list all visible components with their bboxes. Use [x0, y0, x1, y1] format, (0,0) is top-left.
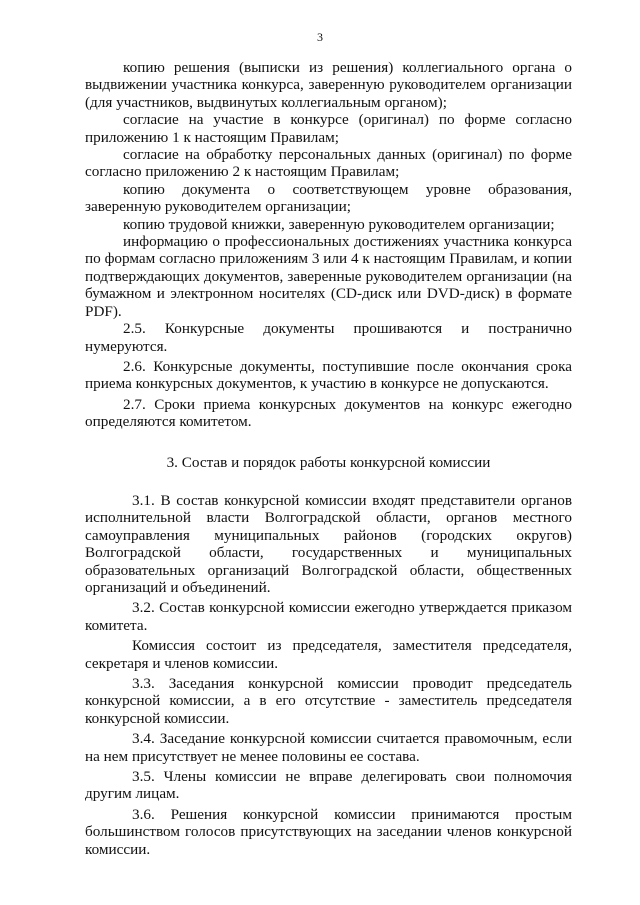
section-heading: 3. Состав и порядок работы конкурсной комиссии	[166, 453, 491, 471]
paragraph-commission-composition: Комиссия состоит из председателя, заместителя председателя, секретаря и членов комиссии.	[85, 637, 572, 672]
paragraph-consent-personal-data: согласие на обработку персональных данных (оригинал) по форме согласно приложению 2 к настоящим Правилам;	[85, 146, 572, 181]
paragraph-employment-record: копию трудовой книжки, заверенную руководителем организации;	[123, 215, 555, 233]
paragraph-collegial-decision: копию решения (выписки из решения) коллегиального органа о выдвижении участника конкурса, заверенную руководителем организации (для участников, выдвинутых коллегиальным органом);	[85, 59, 572, 111]
paragraph-professional-achievements: информацию о профессиональных достижениях участника конкурса по формам согласно приложениям 3 или 4 к настоящим Правилам, и копии подтверждающих документов, заверенные руководителем организации (на бумажном и электронном носителях (CD-диск или DVD-диск) в формате PDF).	[85, 233, 572, 320]
paragraph-3-5: 3.5. Члены комиссии не вправе делегировать свои полномочия другим лицам.	[85, 768, 572, 803]
paragraph-2-7: 2.7. Сроки приема конкурсных документов на конкурс ежегодно определяются комитетом.	[85, 395, 572, 431]
paragraph-consent-participation: согласие на участие в конкурсе (оригинал) по форме согласно приложению 1 к настоящим Правилам;	[85, 111, 572, 146]
paragraph-3-3: 3.3. Заседания конкурсной комиссии проводит председатель конкурсной комиссии, а в его отсутствие - заместитель председателя конкурсной комиссии.	[85, 675, 572, 727]
document-body	[85, 59, 572, 858]
paragraph-2-5: 2.5. Конкурсные документы прошиваются и постранично нумеруются.	[85, 320, 572, 355]
paragraph-3-4: 3.4. Заседание конкурсной комиссии считается правомочным, если на нем присутствует не менее половины ее состава.	[85, 730, 572, 765]
paragraph-2-6: 2.6. Конкурсные документы, поступившие после окончания срока приема конкурсных документов, к участию в конкурсе не допускаются.	[85, 357, 572, 393]
paragraph-3-2: 3.2. Состав конкурсной комиссии ежегодно утверждается приказом комитета.	[85, 599, 572, 634]
paragraph-3-6: 3.6. Решения конкурсной комиссии принимаются простым большинством голосов присутствующих на заседании членов конкурсной комиссии.	[85, 805, 572, 858]
page-number: 3	[317, 30, 323, 44]
paragraph-education-document: копию документа о соответствующем уровне образования, заверенную руководителем организации;	[85, 180, 572, 216]
paragraph-3-1: 3.1. В состав конкурсной комиссии входят представители органов исполнительной власти Волгоградской области, органов местного самоуправления муниципальных районов (городских округов) Волгоградской области, государственных и муниципальных образовательных организаций Волгоградской области, общественных организаций и объединений.	[85, 491, 572, 596]
